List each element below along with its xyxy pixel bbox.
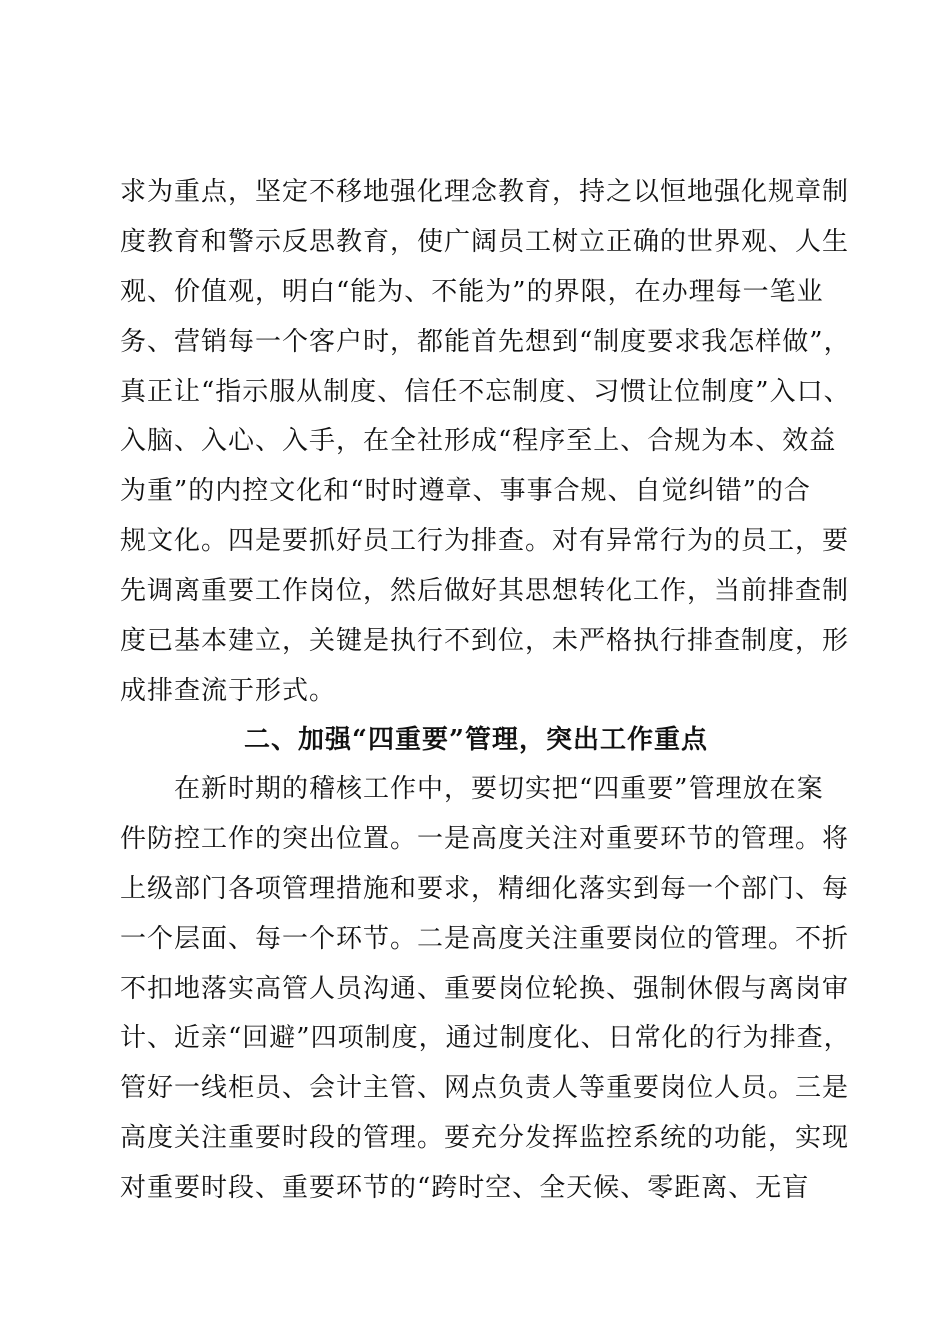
text-line: 度已基本建立，关键是执行不到位，未严格执行排查制度，形 (120, 626, 850, 657)
text-line: 件防控工作的突出位置。一是高度关注对重要环节的管理。将 (120, 823, 850, 854)
body-paragraph-2 (120, 765, 851, 1214)
text-line: 计、近亲“回避”四项制度，通过制度化、日常化的行为排查， (120, 1023, 851, 1054)
text-line: 真正让“指示服从制度、信任不忘制度、习惯让位制度”入口、 (120, 376, 851, 407)
section-heading: 二、加强“四重要”管理，突出工作重点 (244, 725, 708, 755)
text-line: 不扣地落实高管人员沟通、重要岗位轮换、强制休假与离岗审 (120, 973, 850, 1004)
body-paragraph-1 (120, 168, 851, 717)
text-line: 管好一线柜员、会计主管、网点负责人等重要岗位人员。三是 (120, 1073, 850, 1104)
text-line: 成排查流于形式。 (120, 675, 337, 706)
text-line: 观、价值观，明白“能为、不能为”的界限，在办理每一笔业 (120, 276, 824, 307)
text-line: 在新时期的稽核工作中，要切实把“四重要”管理放在案 (120, 774, 824, 804)
text-line: 度教育和警示反思教育，使广阔员工树立正确的世界观、人生 (120, 226, 850, 257)
text-line: 求为重点，坚定不移地强化理念教育，持之以恒地强化规章制 (120, 177, 850, 207)
text-line: 规文化。四是要抓好员工行为排查。对有异常行为的员工，要 (120, 526, 850, 557)
text-line: 为重”的内控文化和“时时遵章、事事合规、自觉纠错”的合 (120, 476, 811, 507)
text-line: 入脑、入心、入手，在全社形成“程序至上、合规为本、效益 (120, 426, 837, 457)
text-line: 先调离重要工作岗位，然后做好其思想转化工作，当前排查制 (120, 576, 850, 607)
text-line: 上级部门各项管理措施和要求，精细化落实到每一个部门、每 (120, 873, 850, 904)
text-line: 高度关注重要时段的管理。要充分发挥监控系统的功能，实现 (120, 1123, 850, 1154)
text-line: 务、营销每一个客户时，都能首先想到“制度要求我怎样做”， (120, 326, 851, 357)
text-line: 对重要时段、重要环节的“跨时空、全天候、零距离、无盲 (120, 1173, 810, 1204)
text-line: 一个层面、每一个环节。二是高度关注重要岗位的管理。不折 (120, 923, 850, 954)
